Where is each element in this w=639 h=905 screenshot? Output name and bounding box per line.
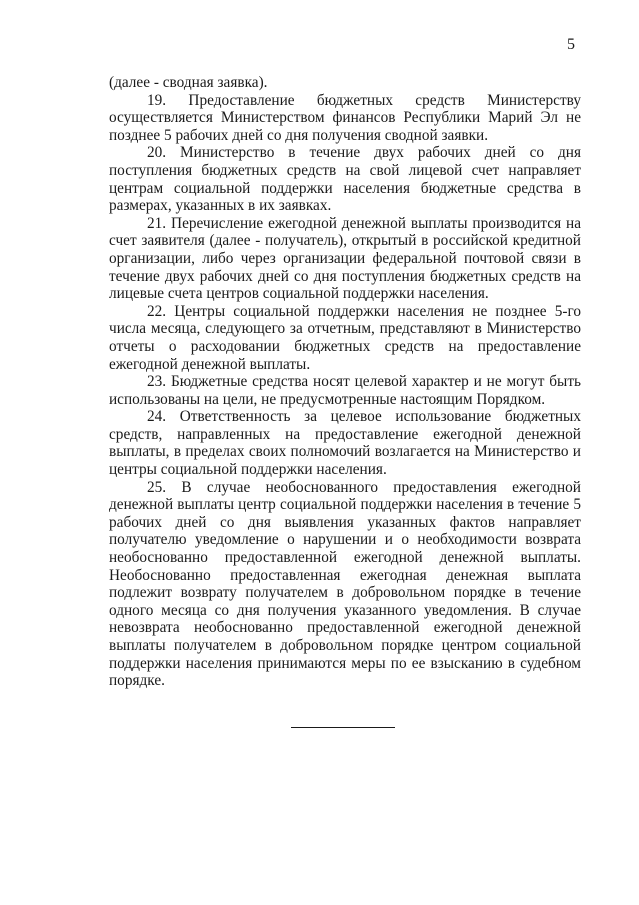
page-number: 5 [567, 36, 575, 53]
paragraph-25: 25. В случае необоснованного предоставления ежегодной денежной выплаты центр социальной поддержки населения в течение 5 рабочих дней со дня выявления указанных фактов направляет получателю уведомление о нарушении и о необходимости возврата необоснованно предоставленной ежегодной денежной выплаты. Необоснованно предоставленная ежегодная денежная выплата подлежит возврату получателем в добровольном порядке в течение одного месяца со дня получения указанного уведомления. В случае невозврата необоснованно предоставленной ежегодной денежной выплаты получателем в добровольном порядке центром социальной поддержки населения принимаются меры по ее взысканию в судебном порядке. [109, 478, 581, 690]
document-body [109, 74, 581, 690]
paragraph-23: 23. Бюджетные средства носят целевой характер и не могут быть использованы на цели, не предусмотренные настоящим Порядком. [109, 373, 581, 408]
paragraph-20: 20. Министерство в течение двух рабочих дней со дня поступления бюджетных средств на свой лицевой счет направляет центрам социальной поддержки населения бюджетные средства в размерах, указанных в их заявках. [109, 144, 581, 215]
paragraph-21: 21. Перечисление ежегодной денежной выплаты производится на счет заявителя (далее - получатель), открытый в российской кредитной организации, либо через организации федеральной почтовой связи в течение двух рабочих дней со дня поступления бюджетных средств на лицевые счета центров социальной поддержки населения. [109, 214, 581, 303]
paragraph-continuation: (далее - сводная заявка). [109, 74, 268, 91]
end-separator-line [291, 727, 395, 728]
paragraph-22: 22. Центры социальной поддержки населения не позднее 5-го числа месяца, следующего за отчетным, представляют в Министерство отчеты о расходовании бюджетных средств на предоставление ежегодной денежной выплаты. [109, 302, 581, 373]
paragraph-24: 24. Ответственность за целевое использование бюджетных средств, направленных на предоставление ежегодной денежной выплаты, в пределах своих полномочий возлагается на Министерство и центры социальной поддержки населения. [109, 408, 581, 479]
paragraph-19: 19. Предоставление бюджетных средств Министерству осуществляется Министерством финансов Республики Марий Эл не позднее 5 рабочих дней со дня получения сводной заявки. [109, 91, 581, 144]
